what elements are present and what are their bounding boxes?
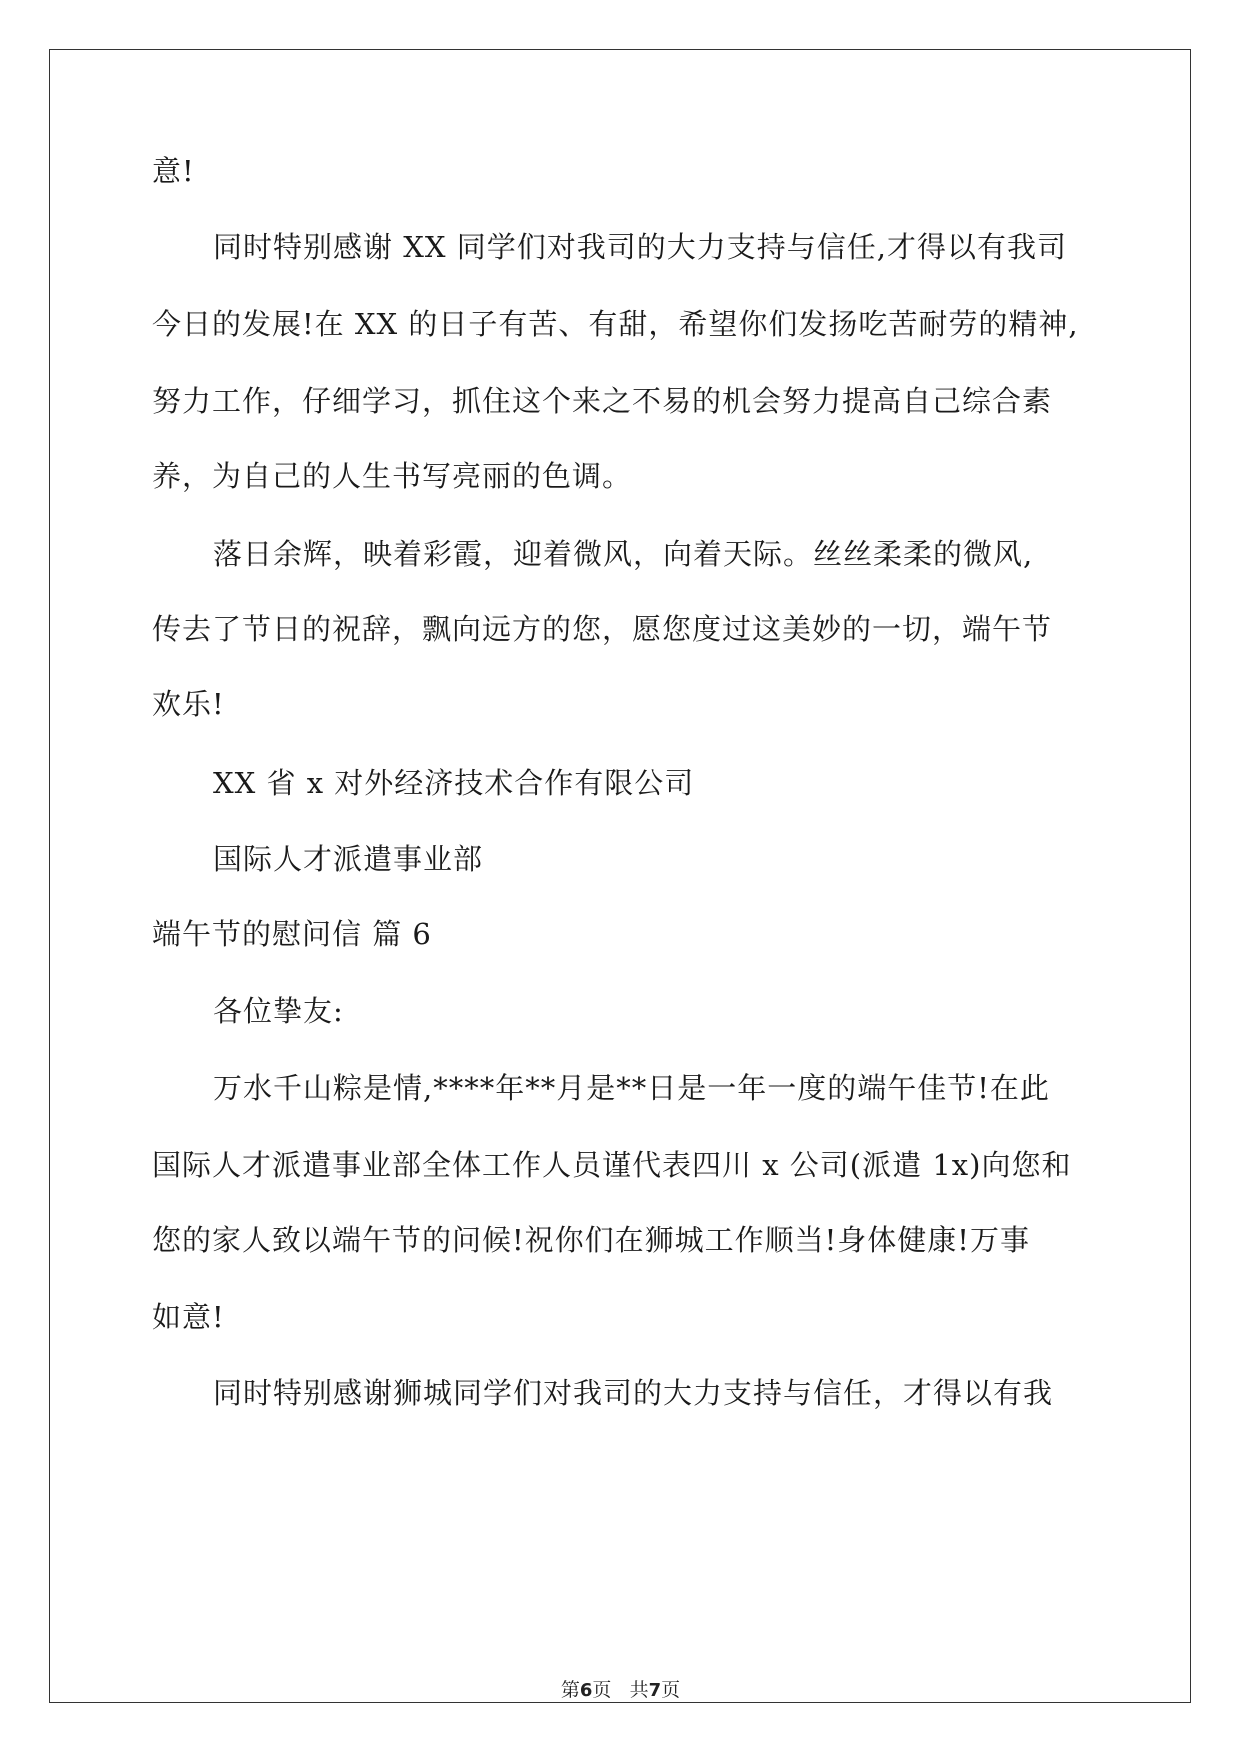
signature-department: 国际人才派遣事业部: [213, 842, 484, 876]
text-line: 传去了节日的祝辞，飘向远方的您，愿您度过这美妙的一切，端午节: [152, 612, 1053, 646]
footer-page-suffix: 页: [592, 1679, 612, 1701]
text-line: 欢乐!: [152, 687, 225, 721]
text-line: 您的家人致以端午节的问候!祝你们在狮城工作顺当!身体健康!万事: [152, 1223, 1030, 1257]
footer-page-number: 6: [579, 1680, 593, 1701]
text-line: 如意!: [152, 1300, 225, 1334]
text-line-paragraph-start: 落日余辉，映着彩霞，迎着微风，向着天际。丝丝柔柔的微风,: [213, 537, 1034, 571]
footer-total-pages: 7: [648, 1680, 662, 1701]
text-line-paragraph-start: 同时特别感谢 XX 同学们对我司的大力支持与信任,才得以有我司: [213, 230, 1067, 264]
section-heading: 端午节的慰问信 篇 6: [152, 917, 432, 951]
page-footer: [0, 1678, 1241, 1703]
signature-company: XX 省 x 对外经济技术合作有限公司: [213, 766, 695, 800]
text-line-paragraph-start: 同时特别感谢狮城同学们对我司的大力支持与信任，才得以有我: [213, 1376, 1054, 1410]
text-line-continuation: 意!: [152, 154, 195, 188]
text-line-paragraph-start: 万水千山粽是情,****年**月是**日是一年一度的端午佳节!在此: [213, 1071, 1050, 1105]
footer-total-suffix: 页: [661, 1679, 681, 1701]
footer-total-prefix: 共: [629, 1679, 649, 1701]
footer-prefix: 第: [560, 1679, 580, 1701]
salutation: 各位挚友:: [213, 994, 344, 1028]
text-line: 努力工作，仔细学习，抓住这个来之不易的机会努力提高自己综合素: [152, 384, 1053, 418]
text-line: 养，为自己的人生书写亮丽的色调。: [152, 459, 633, 493]
text-line: 今日的发展!在 XX 的日子有苦、有甜，希望你们发扬吃苦耐劳的精神,: [152, 307, 1079, 341]
text-line: 国际人才派遣事业部全体工作人员谨代表四川 x 公司(派遣 1x)向您和: [152, 1148, 1072, 1182]
